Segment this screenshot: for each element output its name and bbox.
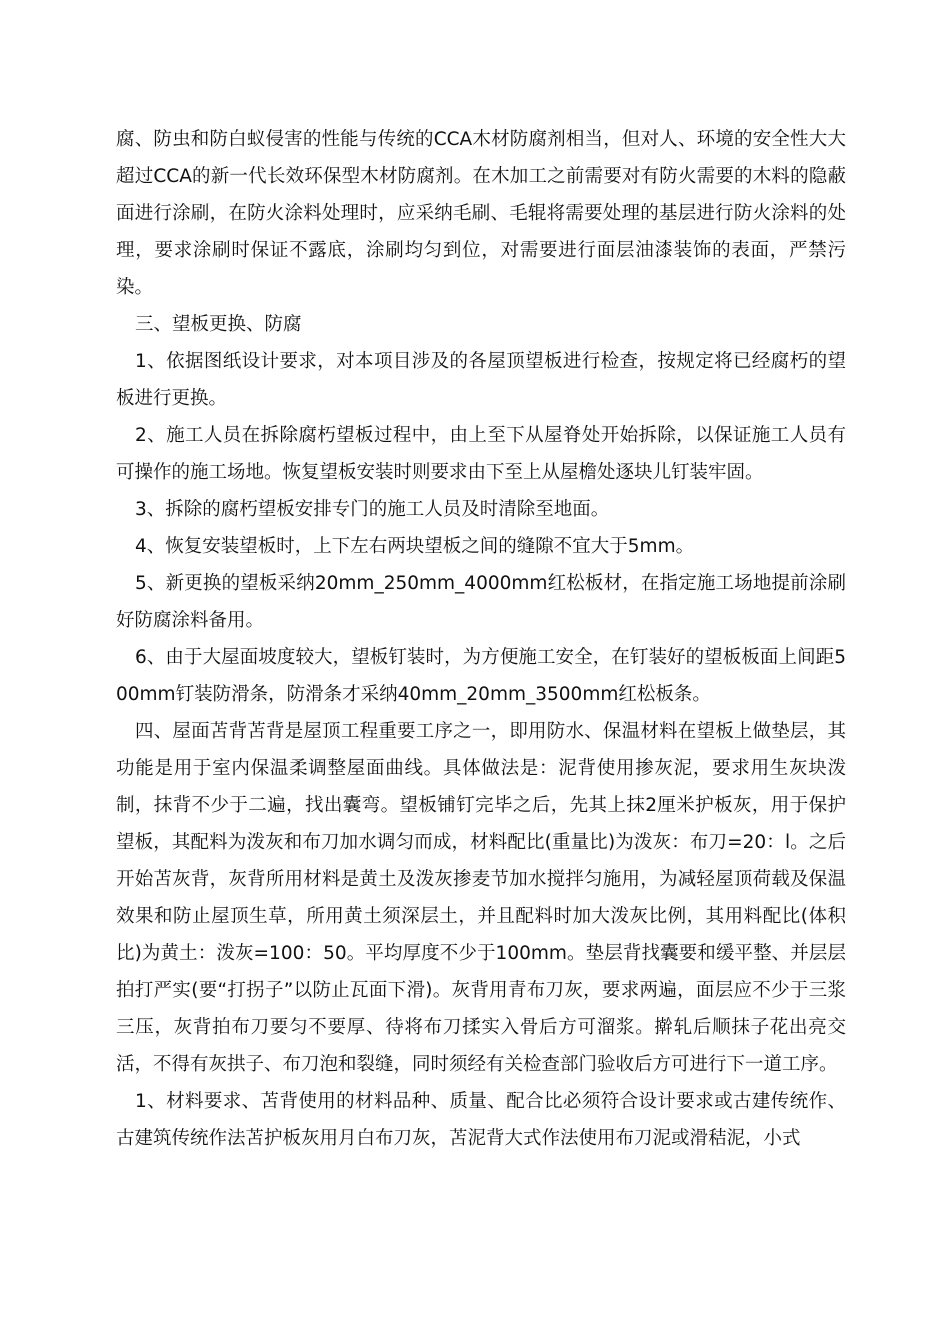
document-body — [116, 121, 846, 1157]
section-heading-wangban: 三、望板更换、防腐 — [135, 314, 302, 335]
paragraph-item-6: 6、由于大屋面坡度较大，望板钉装时，为方便施工安全，在钉装好的望板板面上间距500mm钉装防滑条，防滑条才采纳40mm_20mm_3500mm红松板条。 — [116, 647, 846, 705]
paragraph-item-2: 2、施工人员在拆除腐朽望板过程中，由上至下从屋脊处开始拆除，以保证施工人员有可操作的施工场地。恢复望板安装时则要求由下至上从屋檐处逐块儿钉装牢固。 — [116, 425, 846, 483]
paragraph-item-3: 3、拆除的腐朽望板安排专门的施工人员及时清除至地面。 — [135, 499, 610, 520]
paragraph-materials-item-1: 1、材料要求、苫背使用的材料品种、质量、配合比必须符合设计要求或古建传统作、古建筑传统作法苫护板灰用月白布刀灰，苫泥背大式作法使用布刀泥或滑秸泥，小式 — [116, 1091, 846, 1149]
paragraph-section-four: 四、屋面苫背苫背是屋顶工程重要工序之一，即用防水、保温材料在望板上做垫层，其功能是用于室内保温柔调整屋面曲线。具体做法是：泥背使用掺灰泥，要求用生灰块泼制，抹背不少于二遍，找出囊弯。望板铺钉完毕之后，先其上抹2厘米护板灰，用于保护望板，其配料为泼灰和布刀加水调匀而成，材料配比(重量比)为泼灰：布刀=20：l。之后开始苫灰背，灰背所用材料是黄土及泼灰掺麦节加水搅拌匀施用，为减轻屋顶荷载及保温效果和防止屋顶生草，所用黄土须深层土，并且配料时加大泼灰比例，其用料配比(体积比)为黄土：泼灰=100：50。平均厚度不少于100mm。垫层背找囊要和缓平整、并层层拍打严实(要“打拐子”以防止瓦面下滑)。灰背用青布刀灰，要求两遍，面层应不少于三浆三压，灰背拍布刀要匀不要厚、待将布刀揉实入骨后方可溜浆。擀轧后顺抹子花出亮交活，不得有灰拱子、布刀泡和裂缝，同时须经有关检查部门验收后方可进行下一道工序。 — [116, 721, 846, 1075]
paragraph-item-5: 5、新更换的望板采纳20mm_250mm_4000mm红松板材，在指定施工场地提前涂刷好防腐涂料备用。 — [116, 573, 846, 631]
paragraph-item-1: 1、依据图纸设计要求，对本项目涉及的各屋顶望板进行检查，按规定将已经腐朽的望板进行更换。 — [116, 351, 846, 409]
paragraph-continuation: 腐、防虫和防白蚁侵害的性能与传统的CCA木材防腐剂相当，但对人、环境的安全性大大超过CCA的新一代长效环保型木材防腐剂。在木加工之前需要对有防火需要的木料的隐蔽面进行涂刷，在防火涂料处理时，应采纳毛刷、毛辊将需要处理的基层进行防火涂料的处理，要求涂刷时保证不露底，涂刷均匀到位，对需要进行面层油漆装饰的表面，严禁污染。 — [116, 129, 846, 298]
paragraph-item-4: 4、恢复安装望板时，上下左右两块望板之间的缝隙不宜大于5mm。 — [135, 536, 695, 557]
